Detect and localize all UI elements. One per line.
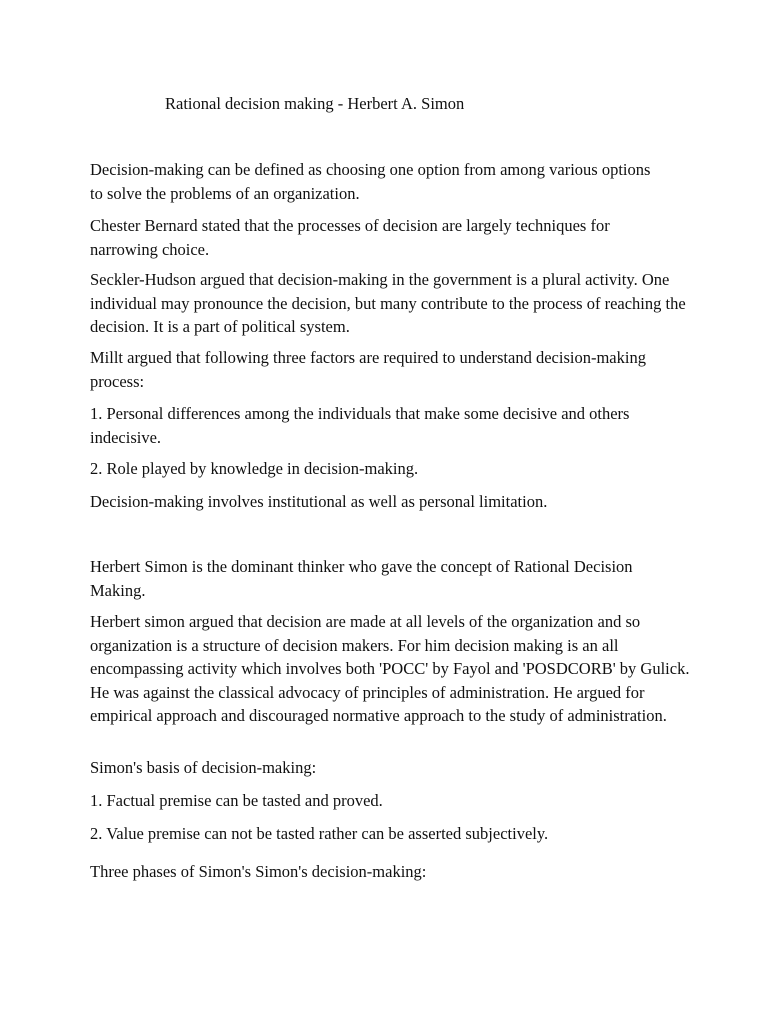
paragraph-three-phases-heading: Three phases of Simon's Simon's decision-making: [90,862,427,881]
paragraph-herbert-simon-argument: Herbert simon argued that decision are made at all levels of the organization and so organization is a structure of decision makers. For him decision making is an all encompassing activity which involves both 'POCC' by Fayol and 'POSDCORB' by Gulick. He was against the classical advocacy of principles of administration. He argued for empirical approach and discouraged normative approach to the study of administration. [90,612,690,725]
paragraph-limitations: Decision-making involves institutional as well as personal limitation. [90,492,548,511]
paragraph-bernard: Chester Bernard stated that the processes of decision are largely techniques for narrowing choice. [90,216,610,259]
list-item-personal-differences: 1. Personal differences among the individuals that make some decisive and others indecisive. [90,404,630,447]
paragraph-definition: Decision-making can be defined as choosing one option from among various options to solve the problems of an organization. [90,160,651,203]
paragraph-simon-basis-heading: Simon's basis of decision-making: [90,758,317,777]
list-item-value-premise: 2. Value premise can not be tasted rather can be asserted subjectively. [90,824,549,843]
paragraph-millt: Millt argued that following three factors are required to understand decision-making process: [90,348,646,391]
document-title: Rational decision making - Herbert A. Simon [165,94,465,113]
list-item-role-of-knowledge: 2. Role played by knowledge in decision-making. [90,459,419,478]
paragraph-seckler-hudson: Seckler-Hudson argued that decision-making in the government is a plural activity. One individual may pronounce the decision, but many contribute to the process of reaching the decision. It is a part of political system. [90,270,686,336]
paragraph-herbert-simon-intro: Herbert Simon is the dominant thinker who gave the concept of Rational Decision Making. [90,557,633,600]
list-item-factual-premise: 1. Factual premise can be tasted and proved. [90,791,383,810]
